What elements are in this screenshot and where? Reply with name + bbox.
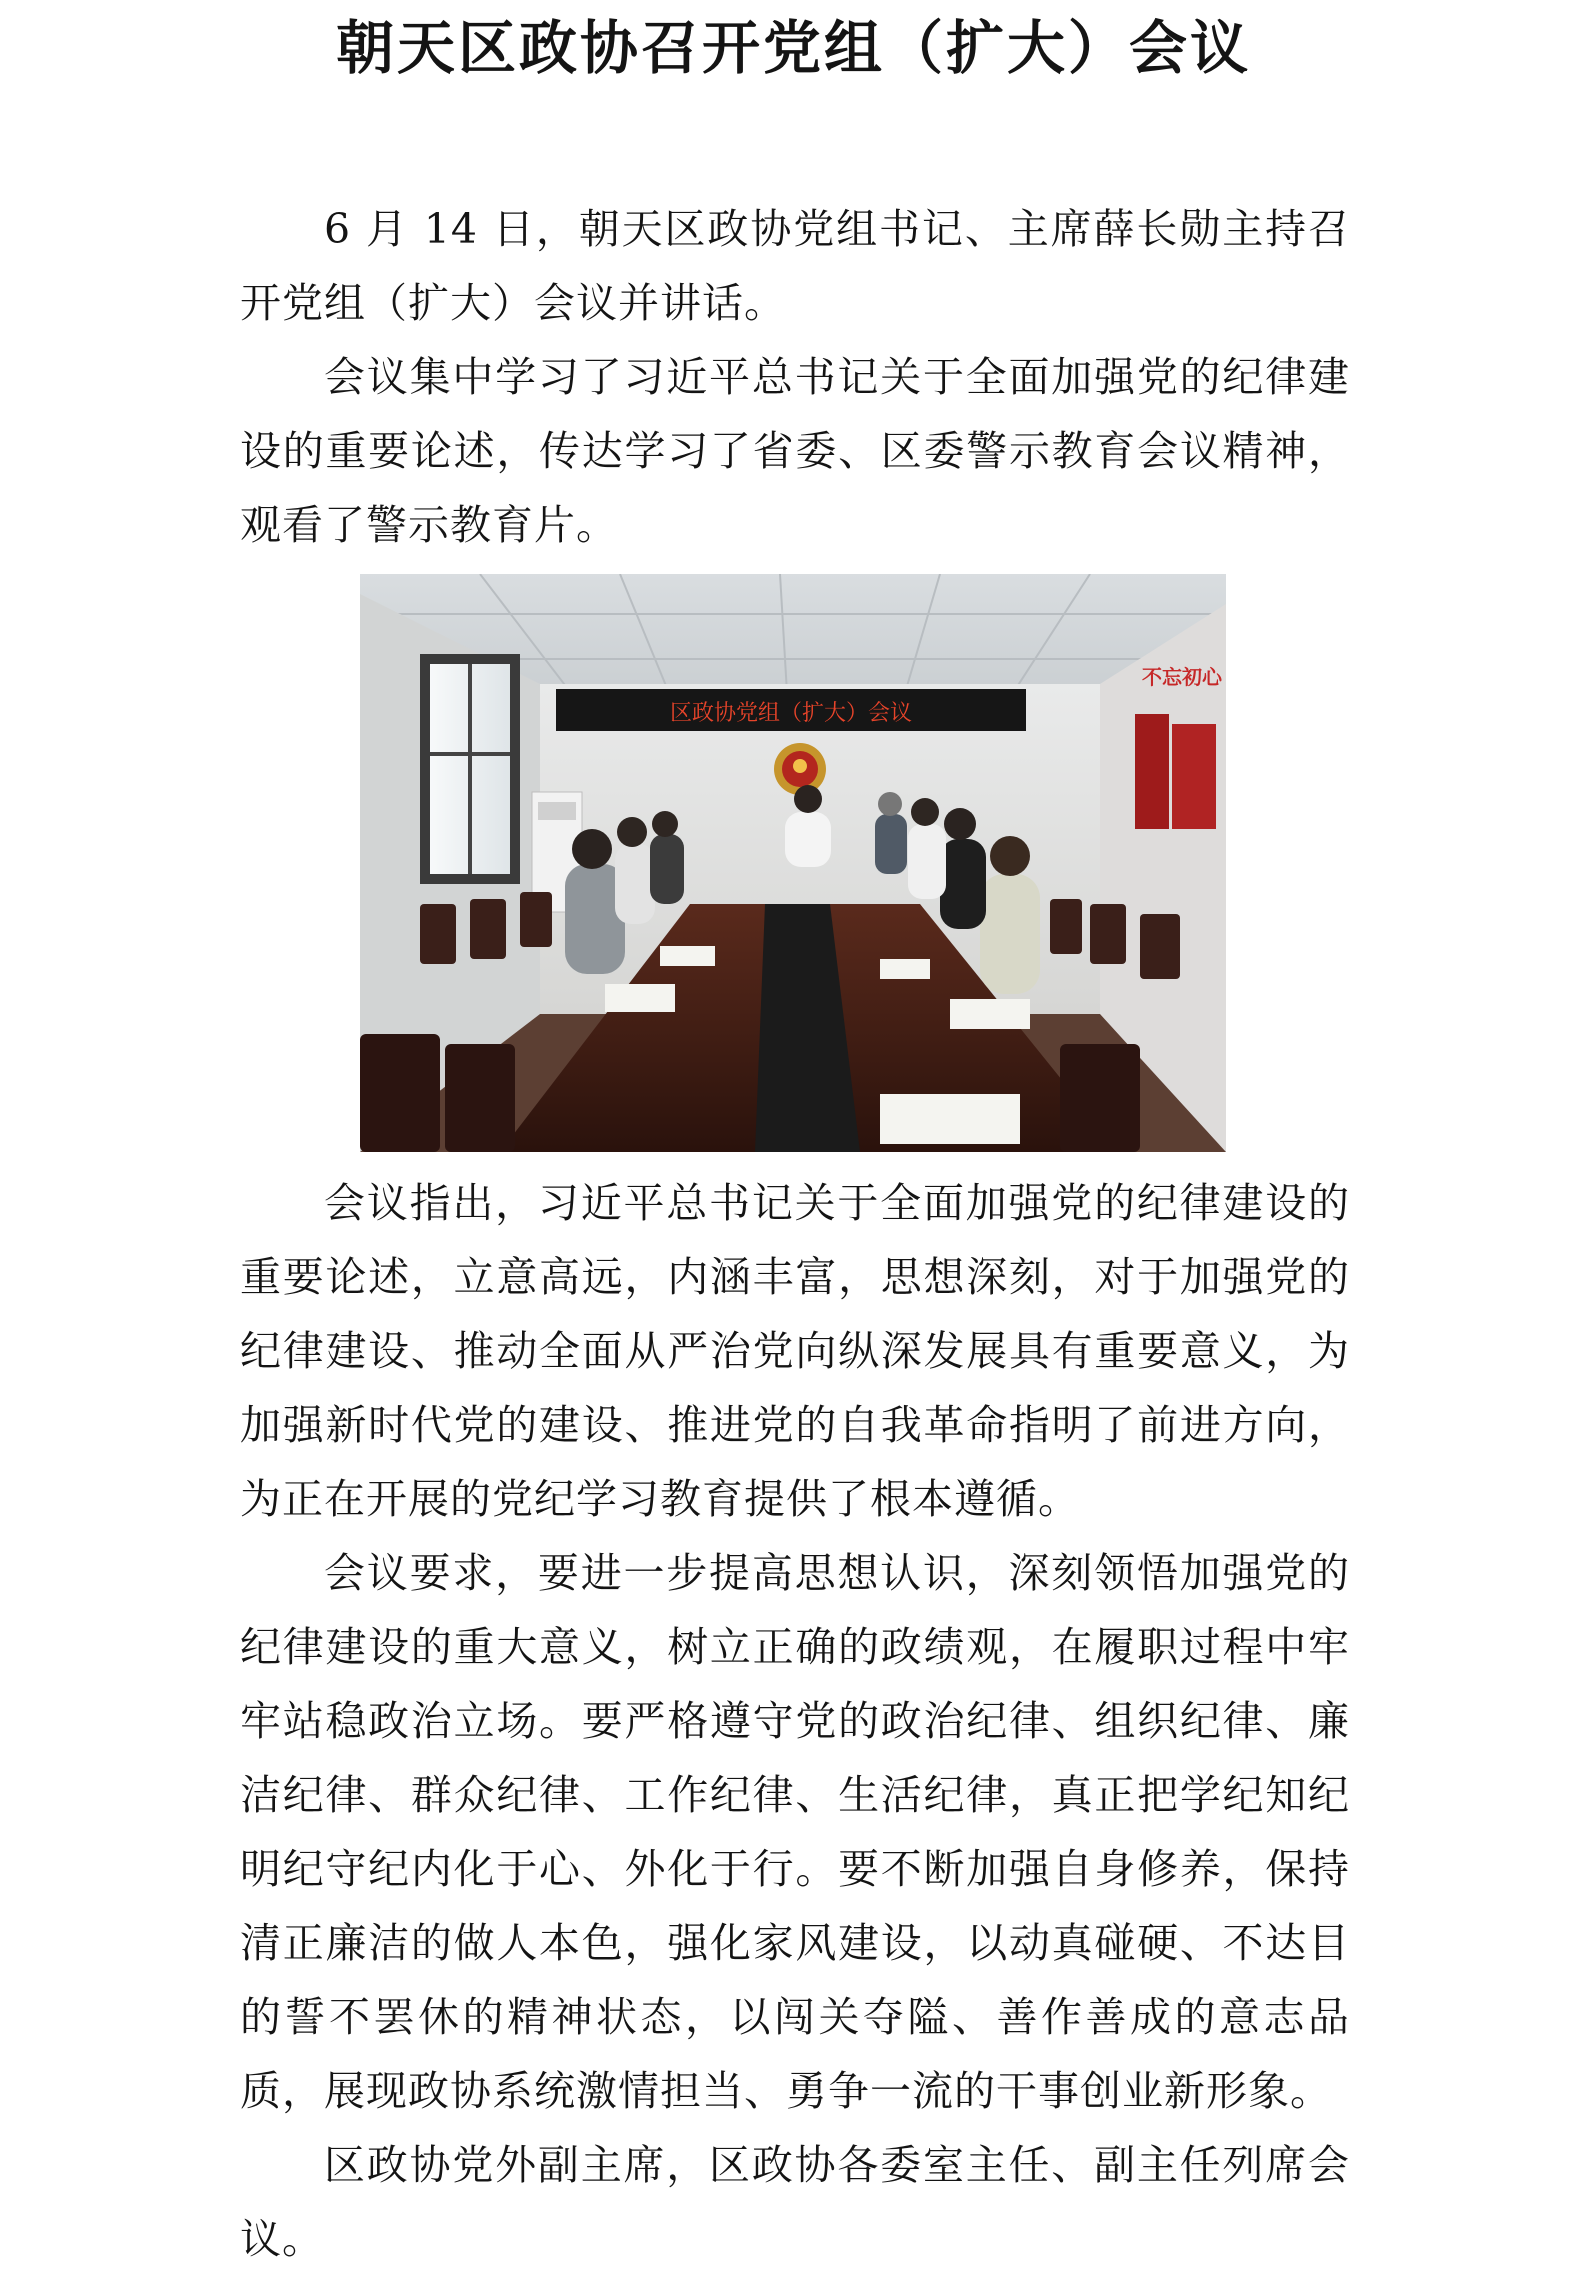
- article-body: [240, 192, 1350, 2276]
- wall-slogan-text: 不忘初心: [1142, 665, 1222, 689]
- paragraph-study: 会议集中学习了习近平总书记关于全面加强党的纪律建设的重要论述，传达学习了省委、区委警示教育会议精神，观看了警示教育片。: [240, 353, 1350, 549]
- paragraph-pointed-out: 会议指出，习近平总书记关于全面加强党的纪律建设的重要论述，立意高远，内涵丰富，思想深刻，对于加强党的纪律建设、推动全面从严治党向纵深发展具有重要意义，为加强新时代党的建设、推进党的自我革命指明了前进方向，为正在开展的党纪学习教育提供了根本遵循。: [240, 1179, 1350, 1523]
- paragraph-intro: 6 月 14 日，朝天区政协党组书记、主席薛长勋主持召开党组（扩大）会议并讲话。: [240, 205, 1350, 327]
- meeting-photo: [360, 574, 1226, 1152]
- page-title: 朝天区政协召开党组（扩大）会议: [335, 14, 1251, 82]
- paragraph-requirements: 会议要求，要进一步提高思想认识，深刻领悟加强党的纪律建设的重大意义，树立正确的政绩观，在履职过程中牢牢站稳政治立场。要严格遵守党的政治纪律、组织纪律、廉洁纪律、群众纪律、工作纪律、生活纪律，真正把学纪知纪明纪守纪内化于心、外化于行。要不断加强自身修养，保持清正廉洁的做人本色，强化家风建设，以动真碰硬、不达目的誓不罢休的精神状态，以闯关夺隘、善作善成的意志品质，展现政协系统激情担当、勇争一流的干事创业新形象。: [240, 1549, 1350, 2115]
- paragraph-attendees: 区政协党外副主席，区政协各委室主任、副主任列席会议。: [240, 2141, 1350, 2263]
- led-banner-text: 区政协党组（扩大）会议: [669, 701, 913, 726]
